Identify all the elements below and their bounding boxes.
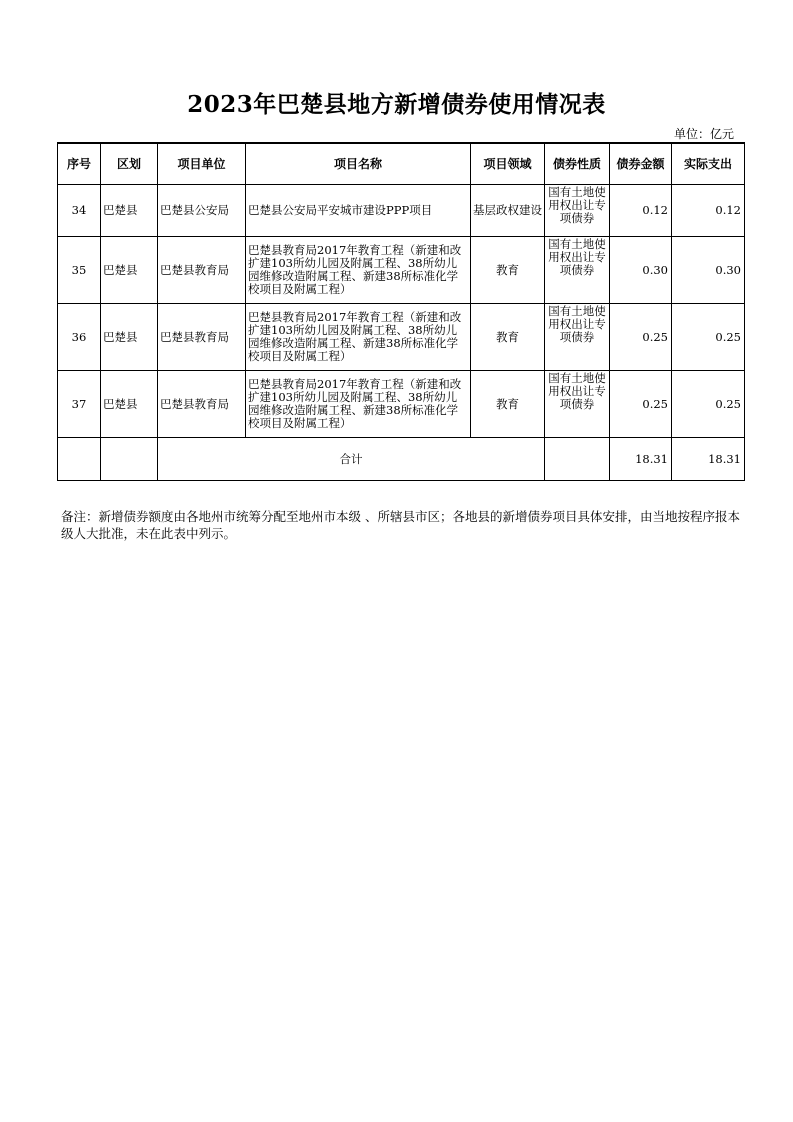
cell-amount: 0.30	[610, 237, 672, 304]
table-header-row	[58, 143, 745, 185]
total-amount: 18.31	[610, 438, 672, 481]
cell-region: 巴楚县	[101, 237, 158, 304]
cell-no: 37	[58, 371, 101, 438]
cell-name: 巴楚县教育局2017年教育工程（新建和改扩建103所幼儿园及附属工程、38所幼儿园维修改造附属工程、新建38所标准化学校项目及附属工程）	[246, 304, 471, 371]
cell-name: 巴楚县教育局2017年教育工程（新建和改扩建103所幼儿园及附属工程、38所幼儿园维修改造附属工程、新建38所标准化学校项目及附属工程）	[246, 371, 471, 438]
cell-amount: 0.25	[610, 304, 672, 371]
cell-nature	[545, 371, 610, 438]
page-title: 2023年巴楚县地方新增债券使用情况表	[187, 91, 606, 118]
cell-nature-text: 国有土地使用权出让专项债券	[548, 186, 606, 225]
cell-region: 巴楚县	[101, 371, 158, 438]
header-name: 项目名称	[246, 143, 471, 185]
cell-no: 36	[58, 304, 101, 371]
cell-nature-text: 国有土地使用权出让专项债券	[548, 372, 606, 411]
cell-nature	[545, 185, 610, 237]
total-row	[58, 438, 745, 481]
cell-actual: 0.12	[672, 185, 745, 237]
cell-no: 34	[58, 185, 101, 237]
cell-field: 基层政权建设	[471, 185, 545, 237]
header-amount: 债券金额	[610, 143, 672, 185]
table-row	[58, 304, 745, 371]
cell-field: 教育	[471, 371, 545, 438]
cell-nature	[545, 304, 610, 371]
cell-actual: 0.25	[672, 371, 745, 438]
header-region: 区划	[101, 143, 158, 185]
cell-actual: 0.30	[672, 237, 745, 304]
cell-nature-text: 国有土地使用权出让专项债券	[548, 305, 606, 344]
cell-empty	[101, 438, 158, 481]
header-unit: 项目单位	[158, 143, 246, 185]
cell-nature	[545, 237, 610, 304]
cell-field: 教育	[471, 304, 545, 371]
cell-amount: 0.12	[610, 185, 672, 237]
cell-unit: 巴楚县教育局	[158, 237, 246, 304]
table-row	[58, 185, 745, 237]
cell-empty	[545, 438, 610, 481]
table-row	[58, 371, 745, 438]
cell-name: 巴楚县教育局2017年教育工程（新建和改扩建103所幼儿园及附属工程、38所幼儿园维修改造附属工程、新建38所标准化学校项目及附属工程）	[246, 237, 471, 304]
total-actual: 18.31	[672, 438, 745, 481]
cell-unit: 巴楚县公安局	[158, 185, 246, 237]
table-row	[58, 237, 745, 304]
cell-region: 巴楚县	[101, 185, 158, 237]
cell-name: 巴楚县公安局平安城市建设PPP项目	[246, 185, 471, 237]
footnote: 备注：新增债券额度由各地州市统筹分配至地州市本级 、所辖县市区；各地县的新增债券项目具体安排，由当地按程序报本级人大批准，未在此表中列示。	[61, 509, 740, 541]
cell-amount: 0.25	[610, 371, 672, 438]
cell-unit: 巴楚县教育局	[158, 371, 246, 438]
cell-region: 巴楚县	[101, 304, 158, 371]
cell-empty	[58, 438, 101, 481]
header-actual: 实际支出	[672, 143, 745, 185]
cell-unit: 巴楚县教育局	[158, 304, 246, 371]
bond-usage-table	[57, 142, 745, 481]
cell-actual: 0.25	[672, 304, 745, 371]
cell-no: 35	[58, 237, 101, 304]
header-field: 项目领域	[471, 143, 545, 185]
cell-field: 教育	[471, 237, 545, 304]
header-nature: 债券性质	[545, 143, 610, 185]
total-label: 合计	[158, 438, 545, 481]
unit-label: 单位：亿元	[673, 127, 734, 141]
cell-nature-text: 国有土地使用权出让专项债券	[548, 238, 606, 277]
header-no: 序号	[58, 143, 101, 185]
